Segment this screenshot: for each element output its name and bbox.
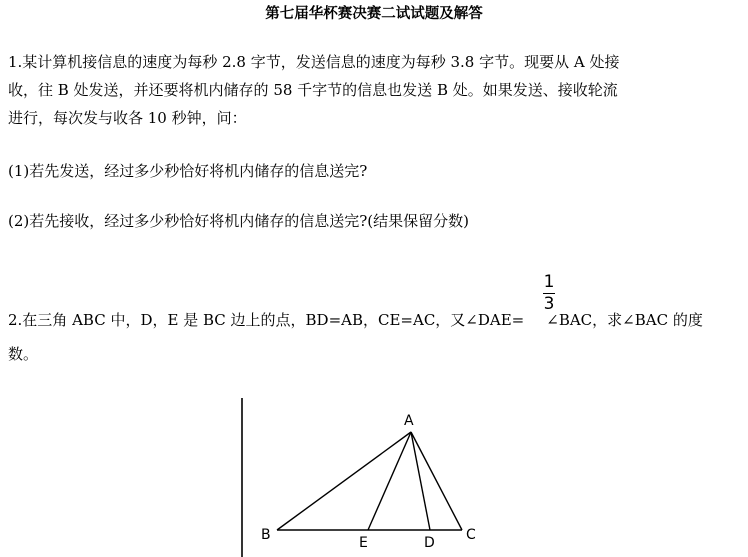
problem1-line2: 收，往 B 处发送，并还要将机内储存的 58 千字节的信息也发送 B 处。如果发送、接收轮流 <box>8 81 618 99</box>
problem1-question1: (1)若先发送，经过多少秒恰好将机内储存的信息送完? <box>8 162 368 180</box>
label-a: A <box>404 413 414 429</box>
side-ab <box>277 432 411 530</box>
problem1-question2: (2)若先接收，经过多少秒恰好将机内储存的信息送完?(结果保留分数) <box>8 212 469 230</box>
segment-ae <box>368 432 411 530</box>
segment-ad <box>411 432 430 530</box>
document-title: 第七届华杯赛决赛二试试题及解答 <box>265 6 483 22</box>
fraction-numerator: 1 <box>543 272 555 292</box>
label-b: B <box>261 527 271 543</box>
side-ac <box>411 432 462 530</box>
problem2-text-before-fraction: 2.在三角 ABC 中，D，E 是 BC 边上的点，BD=AB，CE=AC，又∠DAE= <box>8 311 525 329</box>
problem2-line2: 数。 <box>8 345 39 363</box>
problem1-line1: 1.某计算机接信息的速度为每秒 2.8 字节，发送信息的速度为每秒 3.8 字节。现要从 A 处接 <box>8 53 620 71</box>
label-c: C <box>466 527 476 543</box>
fraction-denominator: 3 <box>543 294 555 314</box>
label-e: E <box>359 535 368 551</box>
problem1-line3: 进行，每次发与收各 10 秒钟，问： <box>8 109 247 127</box>
problem2-text-after-fraction: ∠BAC，求∠BAC 的度 <box>546 311 703 329</box>
label-d: D <box>424 535 435 551</box>
